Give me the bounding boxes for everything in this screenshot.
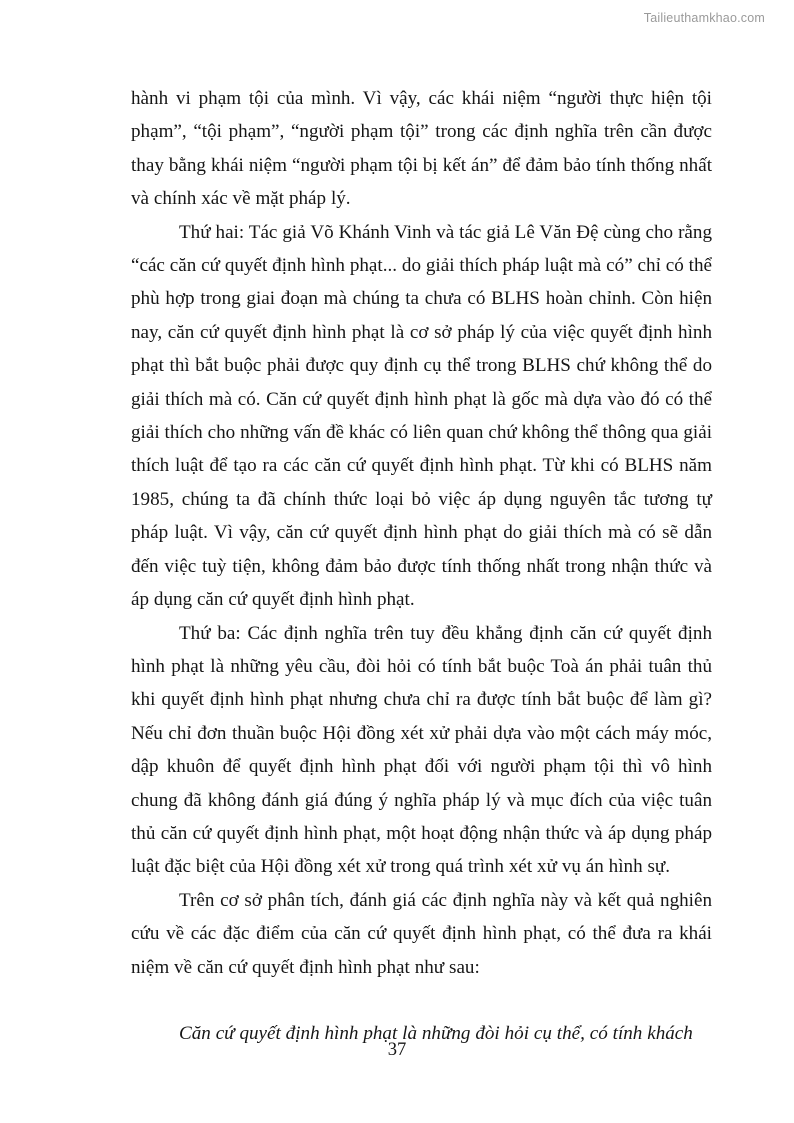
paragraph-2: Thứ hai: Tác giả Võ Khánh Vinh và tác giả Lê Văn Đệ cùng cho rằng “các căn cứ quyết định hình phạt... do giải thích pháp luật mà có” chỉ có thể phù hợp trong giai đoạn mà chúng ta chưa có BLHS hoàn chỉnh. Còn hiện nay, căn cứ quyết định hình phạt là cơ sở pháp lý của việc quyết định hình phạt thì bắt buộc phải được quy định cụ thể trong BLHS chứ không thể do giải thích mà có. Căn cứ quyết định hình phạt là gốc mà dựa vào đó có thể giải thích cho những vấn đề khác có liên quan chứ không thể thông qua giải thích luật để tạo ra các căn cứ quyết định hình phạt. Từ khi có BLHS năm 1985, chúng ta đã chính thức loại bỏ việc áp dụng nguyên tắc tương tự pháp luật. Vì vậy, căn cứ quyết định hình phạt do giải thích mà có sẽ dẫn đến việc tuỳ tiện, không đảm bảo được tính thống nhất trong nhận thức và áp dụng căn cứ quyết định hình phạt. bbox=[131, 221, 712, 611]
page-body-text bbox=[131, 82, 712, 1050]
paragraph-4: Trên cơ sở phân tích, đánh giá các định nghĩa này và kết quả nghiên cứu về các đặc điểm của căn cứ quyết định hình phạt, có thể đưa ra khái niệm về căn cứ quyết định hình phạt như sau: bbox=[131, 889, 712, 978]
paragraph-3: Thứ ba: Các định nghĩa trên tuy đều khẳng định căn cứ quyết định hình phạt là những yêu cầu, đòi hỏi có tính bắt buộc Toà án phải tuân thủ khi quyết định hình phạt nhưng chưa chỉ ra được tính bắt buộc để làm gì? Nếu chỉ đơn thuần buộc Hội đồng xét xử phải dựa vào một cách máy móc, dập khuôn để quyết định hình phạt đối với người phạm tội thì vô hình chung đã không đánh giá đúng ý nghĩa pháp lý và mục đích của việc tuân thủ căn cứ quyết định hình phạt, một hoạt động nhận thức và áp dụng pháp luật đặc biệt của Hội đồng xét xử trong quá trình xét xử vụ án hình sự. bbox=[131, 622, 712, 878]
paragraph-1: hành vi phạm tội của mình. Vì vậy, các khái niệm “người thực hiện tội phạm”, “tội phạm”, “người phạm tội” trong các định nghĩa trên cần được thay bằng khái niệm “người phạm tội bị kết án” để đảm bảo tính thống nhất và chính xác về mặt pháp lý. bbox=[131, 88, 712, 210]
page-number: 37 bbox=[387, 1039, 407, 1060]
paragraph-5-definition: Căn cứ quyết định hình phạt là những đòi hỏi cụ thể, có tính khách bbox=[179, 1022, 693, 1044]
watermark-tailieuthamkhao: Tailieuthamkhao.com bbox=[643, 11, 765, 25]
